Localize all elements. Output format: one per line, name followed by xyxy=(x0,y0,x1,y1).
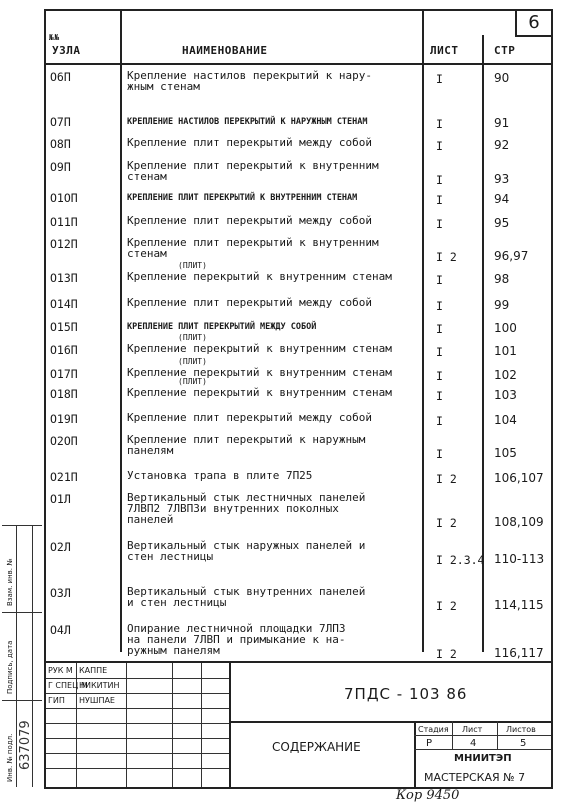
sheet-number: I xyxy=(436,139,443,153)
unit-code: О21П xyxy=(50,470,78,484)
sheet-label: Лист xyxy=(462,725,483,734)
unit-name: КРЕПЛЕНИЕ НАСТИЛОВ ПЕРЕКРЫТИЙ К НАРУЖНЫМ СТЕНАМ xyxy=(127,117,368,127)
stage-label: Стадия xyxy=(418,725,449,734)
insert-note: (ПЛИТ) xyxy=(178,261,207,270)
page-number: 116,117 xyxy=(494,646,544,660)
stage-value: Р xyxy=(426,738,433,749)
unit-name: Крепление перекрытий к внутренним стенам xyxy=(127,270,392,283)
insert-note: (ПЛИТ) xyxy=(178,357,207,366)
unit-name: КРЕПЛЕНИЕ ПЛИТ ПЕРЕКРЫТИЙ К ВНУТРЕННИМ СТЕНАМ xyxy=(127,193,358,203)
sheet-number: I xyxy=(436,217,443,231)
sheet-number: I xyxy=(436,414,443,428)
main-frame xyxy=(44,9,553,789)
page-number: 92 xyxy=(494,138,510,152)
handwritten-note: Кор 9450 xyxy=(396,788,460,803)
page-number: 105 xyxy=(494,446,517,460)
unit-code: О14П xyxy=(50,297,78,311)
unit-code: О4Л xyxy=(50,623,71,637)
page-number: 114,115 xyxy=(494,598,544,612)
unit-name: Установка трапа в плите 7П25 xyxy=(127,469,313,482)
header-sheet: ЛИСТ xyxy=(430,44,459,57)
header-unit: УЗЛА xyxy=(52,44,81,57)
unit-code: О13П xyxy=(50,271,78,285)
header-unit-mark: №№ xyxy=(49,33,60,42)
page-number: 108,109 xyxy=(494,515,544,529)
unit-name: Крепление плит перекрытий между собой xyxy=(127,296,373,309)
sheet-number: I xyxy=(436,322,443,336)
page-number: 100 xyxy=(494,321,517,335)
side-label-inventory: Инв. № подл. xyxy=(6,733,14,782)
unit-code: О2ОП xyxy=(50,434,78,448)
side-label-signature: Подпись, дата xyxy=(6,640,14,694)
unit-name: Вертикальный стык наружных панелей и стен лестницы xyxy=(127,539,366,563)
org-workshop: МАСТЕРСКАЯ № 7 xyxy=(424,771,526,784)
unit-name: Крепление настилов перекрытий к нару- жным стенам xyxy=(127,69,373,93)
signer-name: НИКИТИН xyxy=(79,681,120,690)
sheet-number: I 2 xyxy=(436,250,457,264)
sheet-number: I xyxy=(436,173,443,187)
sheets-value: 5 xyxy=(520,738,527,749)
sheet-number: I 2 xyxy=(436,599,457,613)
unit-name: Крепление плит перекрытий к внутренним стенам xyxy=(127,159,379,183)
page-number: 106,107 xyxy=(494,471,544,485)
page-number: 91 xyxy=(494,116,510,130)
unit-name: Крепление перекрытий к внутренним стенам xyxy=(127,342,392,355)
sheets-label: Листов xyxy=(506,725,536,734)
page-number: 94 xyxy=(494,192,510,206)
unit-code: О18П xyxy=(50,387,78,401)
unit-name: Крепление плит перекрытий между собой xyxy=(127,214,373,227)
page-number: 93 xyxy=(494,172,510,186)
unit-code: О3Л xyxy=(50,586,71,600)
unit-name: Вертикальный стык лестничных панелей 7ЛВП2 7ЛВП3и внутренних поколных панелей xyxy=(127,491,366,526)
page-number: 103 xyxy=(494,388,517,402)
signer-name: НУШПАЕ xyxy=(79,696,115,705)
sheet-number: I xyxy=(436,117,443,131)
sheet-value: 4 xyxy=(470,738,477,749)
sheet-number: I xyxy=(436,369,443,383)
insert-note: (ПЛИТ) xyxy=(178,377,207,386)
unit-code: О19П xyxy=(50,412,78,426)
header-name: НАИМЕНОВАНИЕ xyxy=(182,44,268,57)
page-number: 104 xyxy=(494,413,517,427)
insert-note: (ПЛИТ) xyxy=(178,333,207,342)
unit-name: Опирание лестничной площадки 7ЛП3 на панели 7ЛВП и примыкание к на- ружным панелям xyxy=(127,622,346,657)
title-block xyxy=(46,663,551,787)
sheet-number: I xyxy=(436,273,443,287)
document-title: СОДЕРЖАНИЕ xyxy=(272,740,361,754)
page-number: 101 xyxy=(494,344,517,358)
sheet-number: I xyxy=(436,72,443,86)
page-number: 95 xyxy=(494,216,510,230)
unit-code: О12П xyxy=(50,237,78,251)
page-number: 96,97 xyxy=(494,249,529,263)
unit-code: О7П xyxy=(50,115,71,129)
org-name: МНИИТЭП xyxy=(454,753,512,764)
unit-code: О6П xyxy=(50,70,71,84)
unit-code: О17П xyxy=(50,367,78,381)
document-code: 7ПДС - 103 86 xyxy=(344,685,468,703)
sheet-number: I 2 xyxy=(436,647,457,661)
page-number: 90 xyxy=(494,71,510,85)
unit-code: О8П xyxy=(50,137,71,151)
sheet-number: I 2 xyxy=(436,516,457,530)
page-number: 99 xyxy=(494,298,510,312)
unit-name: Крепление перекрытий к внутренним стенам xyxy=(127,386,392,399)
unit-name: КРЕПЛЕНИЕ ПЛИТ ПЕРЕКРЫТИЙ МЕЖДУ СОБОЙ xyxy=(127,322,317,332)
unit-name: Крепление плит перекрытий между собой xyxy=(127,411,373,424)
page-number: 98 xyxy=(494,272,510,286)
sheet-number: I xyxy=(436,299,443,313)
sheet-number: I 2 xyxy=(436,472,457,486)
unit-name: Вертикальный стык внутренних панелей и стен лестницы xyxy=(127,585,366,609)
inventory-number: 637079 xyxy=(18,720,33,770)
unit-name: Крепление плит перекрытий между собой xyxy=(127,136,373,149)
unit-name: Крепление плит перекрытий к наружным панелям xyxy=(127,433,366,457)
page-number: 110-113 xyxy=(494,552,545,566)
signer-name: КАППЕ xyxy=(79,666,108,675)
page-number: 102 xyxy=(494,368,517,382)
signer-role: ГИП xyxy=(48,696,65,705)
signer-role: Г СПЕЦ М xyxy=(48,681,88,690)
unit-name: Крепление перекрытий к внутренним стенам xyxy=(127,366,392,379)
unit-code: О15П xyxy=(50,320,78,334)
unit-code: О9П xyxy=(50,160,71,174)
header-page: СТР xyxy=(494,44,516,57)
unit-code: О1ОП xyxy=(50,191,78,205)
unit-code: О2Л xyxy=(50,540,71,554)
sheet-number: I xyxy=(436,389,443,403)
side-label-replace: Взам. инв. № xyxy=(6,558,14,606)
sheet-number: I xyxy=(436,447,443,461)
sheet-number: I xyxy=(436,193,443,207)
unit-code: О16П xyxy=(50,343,78,357)
sheet-number: I xyxy=(436,345,443,359)
unit-code: О11П xyxy=(50,215,78,229)
unit-name: Крепление плит перекрытий к внутренним стенам xyxy=(127,236,379,260)
sheet-number: I 2.3.4 xyxy=(436,553,485,567)
page-number-box: 6 xyxy=(515,11,551,37)
signer-role: РУК М xyxy=(48,666,73,675)
unit-code: О1Л xyxy=(50,492,71,506)
